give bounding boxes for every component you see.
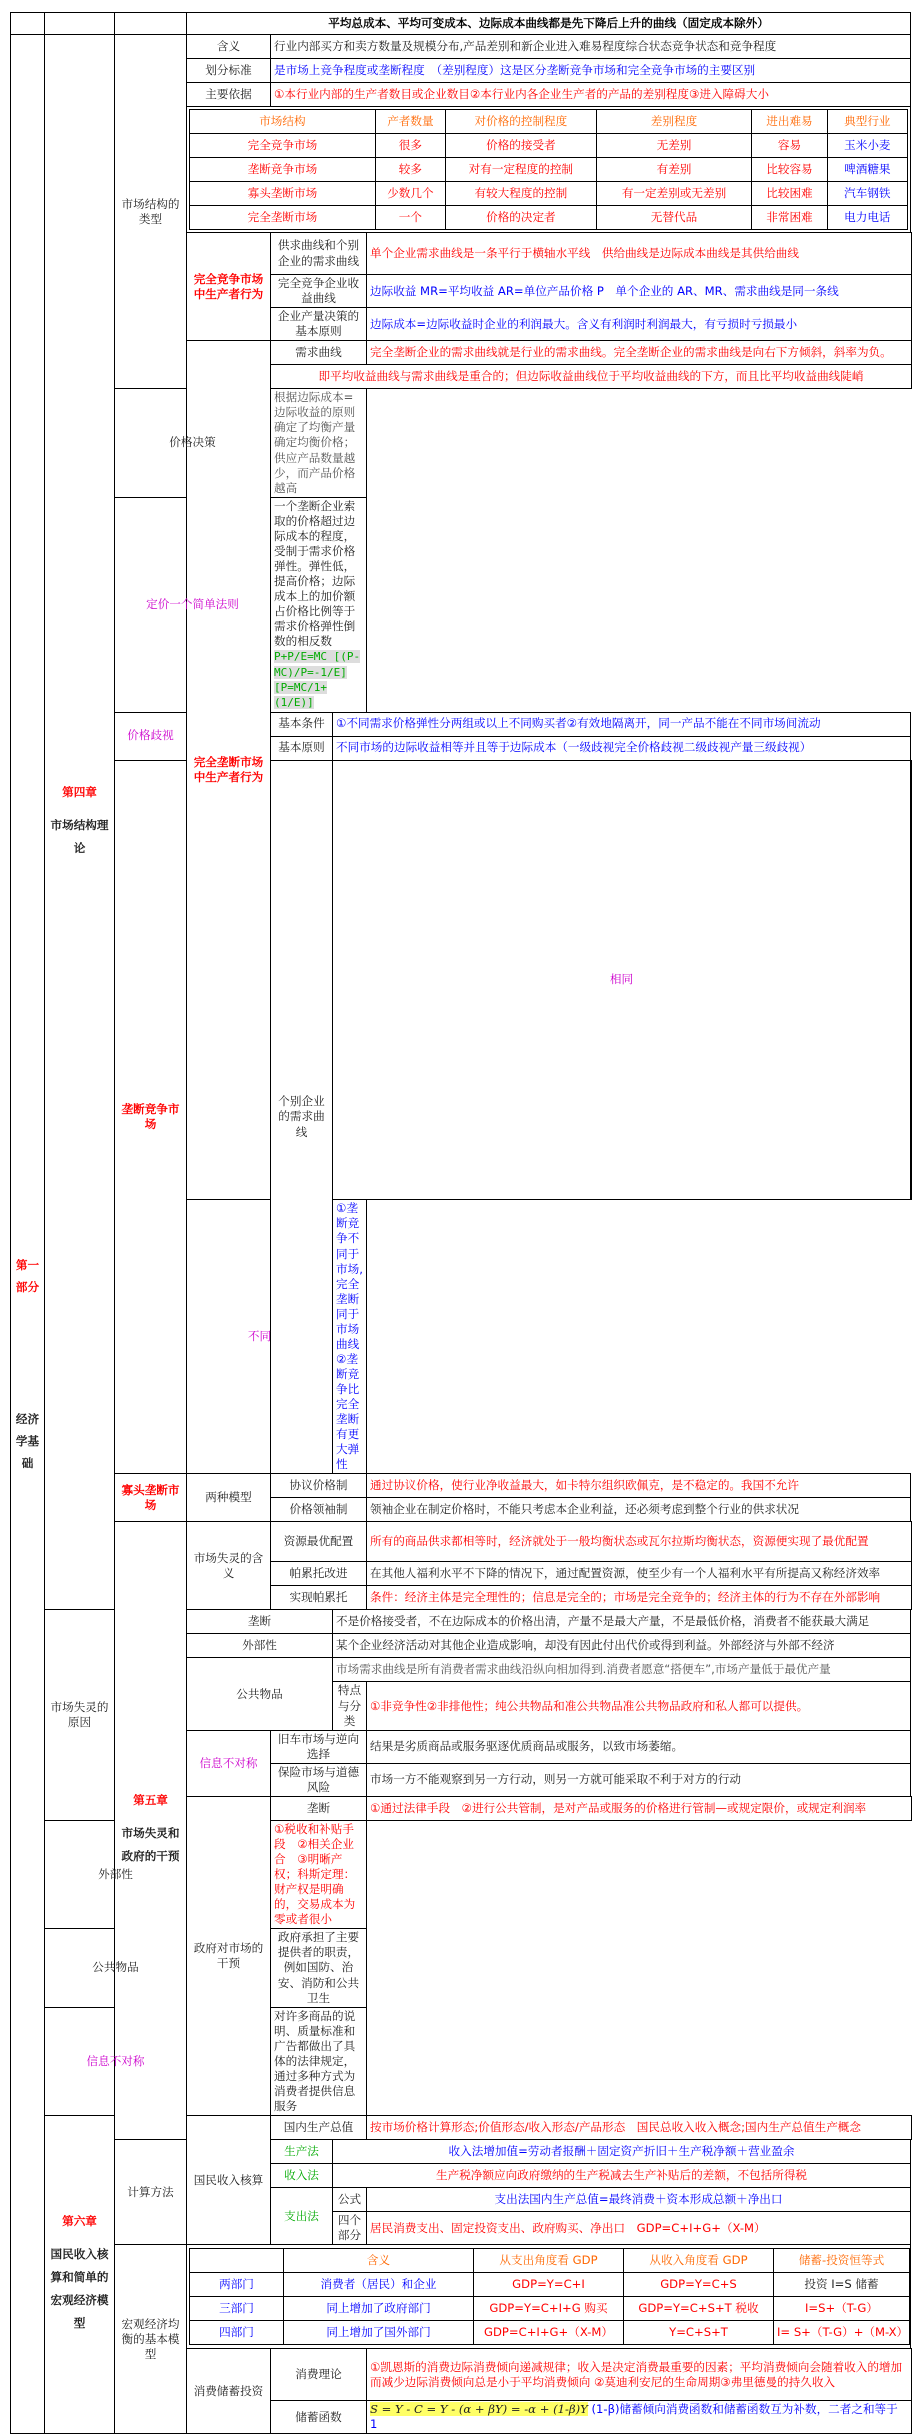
row-text: 不是价格接受者，不在边际成本的价格出清，产量不是最大产量，不是最低价格，消费者不能获最大满足 — [333, 1610, 911, 1634]
ms-cell: 寡头垄断市场 — [190, 182, 376, 206]
row-label: 价格领袖制 — [271, 1498, 367, 1522]
row-text-basis: ①本行业内部的生产者数目或企业数目②本行业内各企业生产者的产品的差别程度③进入障碍大小 — [271, 83, 911, 107]
row-label: 公式 — [333, 2188, 367, 2212]
ms-cell: 无差别 — [596, 134, 752, 158]
section-title: 宏观经济均衡的基本模型 — [115, 2245, 187, 2434]
eq-header: 含义 — [284, 2249, 474, 2273]
eq-cell: 同上增加了国外部门 — [284, 2321, 474, 2345]
row-label: 垄断 — [271, 1796, 367, 1820]
row-label: 基本条件 — [271, 712, 333, 736]
ms-header: 市场结构 — [190, 110, 376, 134]
summary-table — [10, 12, 912, 2434]
eq-cell: GDP=Y=C+I+G 购买 — [474, 2297, 624, 2321]
row-label: 实现帕累托 — [271, 1586, 367, 1610]
row-text: 对许多商品的说明、质量标准和广告都做出了具体的法律规定，通过多种方式为消费者提供信息服务 — [271, 2007, 367, 2115]
ms-cell: 有差别 — [596, 158, 752, 182]
ms-cell: 非常困难 — [752, 206, 827, 230]
row-text: 根据边际成本=边际收益的原则确定了均衡产量确定均衡价格；供应产品数量越少，而产品价格越高 — [271, 389, 367, 497]
row-label: 个别企业的需求曲线 — [271, 760, 333, 1474]
ms-cell: 垄断竞争市场 — [190, 158, 376, 182]
row-label: 价格决策 — [115, 389, 271, 497]
row-text-standard: 是市场上竞争程度或垄断程度 （差别程度）这是区分垄断竞争市场和完全竞争市场的主要区别 — [271, 59, 911, 83]
row-label: 特点与分类 — [333, 1682, 367, 1730]
row-label: 生产法 — [271, 2140, 333, 2164]
formula: P+P/E=MC [(P-MC)/P=-1/E] [P=MC/1+(1/E)] — [274, 650, 361, 710]
eq-header: 从支出角度看 GDP — [474, 2249, 624, 2273]
row-label: 垄断 — [187, 1610, 333, 1634]
row-label: 需求曲线 — [271, 341, 367, 365]
row-label: 定价一个简单法则 — [115, 497, 271, 712]
row-text: 即平均收益曲线与需求曲线是重合的；但边际收益曲线位于平均收益曲线的下方，而且比平均收益曲线陡峭 — [271, 365, 912, 389]
row-text-def: 行业内部买方和卖方数量及规模分布,产品差别和新企业进入难易程度综合状态竞争状态和竞争程度 — [271, 35, 911, 59]
section-title: 消费储蓄投资 — [187, 2349, 271, 2434]
row-label: 储蓄函数 — [271, 2401, 367, 2434]
saving-formula: S = Y - C = Y - (α + βY) = -α + (1-β)Y — [370, 2402, 588, 2417]
table-row — [190, 134, 908, 158]
row-label-def: 含义 — [187, 35, 271, 59]
eq-header: 从收入角度看 GDP — [624, 2249, 774, 2273]
row-text — [367, 2401, 912, 2434]
row-text: 边际收益 MR=平均收益 AR=单位产品价格 P 单个企业的 AR、MR、需求曲线是同一条线 — [367, 275, 912, 308]
row-label: 相同 — [333, 760, 911, 1200]
row-text: 生产税净额应向政府缴纳的生产税减去生产补贴后的差额，不包括所得税 — [333, 2164, 911, 2188]
ms-cell: 比较容易 — [752, 158, 827, 182]
row-label: 基本原则 — [271, 736, 333, 760]
market-structure-table — [189, 109, 908, 230]
part-label: 第一部分 — [15, 1258, 40, 1295]
eq-header-blank — [190, 2249, 284, 2273]
header-note: 平均总成本、平均可变成本、边际成本曲线都是先下降后上升的曲线（固定成本除外） — [187, 13, 911, 35]
document-sheet — [10, 12, 912, 2434]
part-subtitle: 经济学基础 — [15, 1412, 40, 1471]
ms-cell: 很多 — [375, 134, 445, 158]
ms-cell: 比较困难 — [752, 182, 827, 206]
part-one-cell — [11, 35, 45, 2434]
row-label: 资源最优配置 — [271, 1522, 367, 1562]
ms-cell: 有较大程度的控制 — [446, 182, 597, 206]
eq-cell: 三部门 — [190, 2297, 284, 2321]
ms-cell: 一个 — [375, 206, 445, 230]
row-text: 不同市场的边际收益相等并且等于边际成本（一级歧视完全价格歧视二级歧视产量三级歧视） — [333, 736, 911, 760]
row-label: 价格歧视 — [115, 712, 187, 760]
row-text: 在其他人福利水平不下降的情况下，通过配置资源，使至少有一个人福利水平有所提高又称经济效率 — [367, 1562, 912, 1586]
ms-cell: 汽车钢铁 — [827, 182, 907, 206]
section-title: 市场失灵的原因 — [45, 1610, 115, 1820]
section-title: 完全垄断市场中生产者行为 — [187, 341, 271, 1200]
equilibrium-table-cell — [187, 2245, 911, 2349]
row-text: 收入法增加值=劳动者报酬＋固定资产折旧＋生产税净额＋营业盈余 — [333, 2140, 911, 2164]
row-text: 所有的商品供求都相等时，经济就处于一般均衡状态或瓦尔拉斯均衡状态，资源便实现了最优配置 — [367, 1522, 912, 1562]
row-label: 消费理论 — [271, 2349, 367, 2401]
chapter-six-cell — [45, 2116, 115, 2434]
ms-cell: 无替代品 — [596, 206, 752, 230]
row-text: 单个企业需求曲线是一条平行于横轴水平线 供给曲线是边际成本曲线是其供给曲线 — [367, 233, 912, 275]
row-label: 收入法 — [271, 2164, 333, 2188]
table-row — [190, 206, 908, 230]
table-row — [190, 2273, 910, 2297]
ms-cell: 电力电话 — [827, 206, 907, 230]
chapter-title: 国民收入核算和简单的宏观经济模型 — [50, 2246, 109, 2331]
row-text: 一个垄断企业索取的价格超过边际成本的程度，受制于需求价格弹性。弹性低，提高价格；边际成本上的加价额占价格比例等于需求价格弹性倒数的相反数 P+P/E=MC [(P-MC)/P=-1/E] [P=MC/1+(1/E)] — [271, 497, 367, 712]
section-title: 国民收入核算 — [187, 2116, 271, 2245]
row-text: ①凯恩斯的消费边际消费倾向递减规律；收入是决定消费最重要的因素；平均消费倾向会随着收入的增加而减少边际消费倾向总是小于平均消费倾向 ②莫迪利安尼的生命周期③弗里德曼的持久收入 — [367, 2349, 912, 2401]
row-label: 两种模型 — [187, 1474, 271, 1522]
row-label: 保险市场与道德风险 — [271, 1763, 367, 1796]
section-title: 完全竞争市场中生产者行为 — [187, 233, 271, 341]
row-label: 国内生产总值 — [271, 2116, 367, 2140]
ms-cell: 较多 — [375, 158, 445, 182]
row-label: 计算方法 — [115, 2140, 187, 2245]
eq-cell: GDP=C+I+G+（X-M） — [474, 2321, 624, 2345]
chapter-label: 第五章 — [133, 1793, 168, 1808]
row-text: 居民消费支出、固定投资支出、政府购买、净出口 GDP=C+I+G+（X-M） — [367, 2212, 911, 2245]
row-text: 通过协议价格，使行业净收益最大，如卡特尔组织欧佩克，是不稳定的。我国不允许 — [367, 1474, 911, 1498]
row-text: ①不同需求价格弹性分两组或以上不同购买者②有效地隔离开，同一产品不能在不同市场间流动 — [333, 712, 911, 736]
section-title: 政府对市场的干预 — [187, 1796, 271, 2115]
chapter-label: 第六章 — [62, 2213, 97, 2228]
blank-cell — [45, 13, 115, 35]
eq-cell: 两部门 — [190, 2273, 284, 2297]
eq-cell: 消费者（居民）和企业 — [284, 2273, 474, 2297]
ms-cell: 完全垄断市场 — [190, 206, 376, 230]
row-label: 企业产量决策的基本原则 — [271, 308, 367, 341]
eq-cell: 四部门 — [190, 2321, 284, 2345]
row-label: 帕累托改进 — [271, 1562, 367, 1586]
row-label: 旧车市场与逆向选择 — [271, 1730, 367, 1763]
equilibrium-table — [189, 2248, 910, 2345]
chapter-title: 市场失灵和政府的干预 — [121, 1826, 180, 1864]
row-text: 某个企业经济活动对其他企业造成影响，却没有因此付出代价或得到利益。外部经济与外部不经济 — [333, 1634, 911, 1658]
blank-cell — [115, 13, 187, 35]
eq-cell: GDP=Y=C+I — [474, 2273, 624, 2297]
eq-cell: I=S+（T-G） — [774, 2297, 910, 2321]
section-title: 垄断竞争市场 — [115, 760, 187, 1474]
ms-cell: 对有一定程度的控制 — [446, 158, 597, 182]
row-label-standard: 划分标准 — [187, 59, 271, 83]
ms-cell: 价格的接受者 — [446, 134, 597, 158]
ms-header: 进出难易 — [752, 110, 827, 134]
ms-cell: 容易 — [752, 134, 827, 158]
row-label: 不同 — [187, 1200, 333, 1474]
row-text: 政府承担了主要提供者的职责，例如国防、治安、消防和公共卫生 — [271, 1929, 367, 2007]
chapter-label: 第四章 — [62, 784, 97, 799]
chapter-title: 市场结构理论 — [50, 817, 109, 855]
ms-header: 典型行业 — [827, 110, 907, 134]
eq-cell: 同上增加了政府部门 — [284, 2297, 474, 2321]
row-label: 信息不对称 — [45, 2007, 187, 2115]
row-text — [911, 760, 912, 1200]
eq-cell: GDP=Y=C+S+T 税收 — [624, 2297, 774, 2321]
ms-header: 对价格的控制程度 — [446, 110, 597, 134]
ms-cell: 啤酒糖果 — [827, 158, 907, 182]
row-label: 协议价格制 — [271, 1474, 367, 1498]
eq-cell: 投资 I=S 储蓄 — [774, 2273, 910, 2297]
row-text: ①非竞争性②非排他性；纯公共物品和准公共物品准公共物品政府和私人都可以提供。 — [367, 1682, 911, 1730]
row-text: 边际成本=边际收益时企业的利润最大。含义有利润时利润最大，有亏损时亏损最小 — [367, 308, 912, 341]
ms-cell: 少数几个 — [375, 182, 445, 206]
table-row — [190, 2321, 910, 2345]
row-text: ①垄断竞争不同于市场,完全垄断同于市场曲线 ②垄断竞争比完全垄断有更大弹性 — [333, 1200, 367, 1474]
table-row — [190, 158, 908, 182]
eq-header: 储蓄-投资恒等式 — [774, 2249, 910, 2273]
row-text: 支出法国内生产总值=最终消费＋资本形成总额＋净出口 — [367, 2188, 911, 2212]
ms-cell: 有一定差别或无差别 — [596, 182, 752, 206]
eq-cell: GDP=Y=C+S — [624, 2273, 774, 2297]
row-text: 市场一方不能观察到另一方行动，则另一方就可能采取不利于对方的行动 — [367, 1763, 911, 1796]
row-text: 完全垄断企业的需求曲线就是行业的需求曲线。完全垄断企业的需求曲线是向右下方倾斜，斜率为负。 — [367, 341, 912, 365]
chapter-four-cell — [45, 35, 115, 1610]
row-label: 外部性 — [45, 1820, 187, 1928]
row-text: 结果是劣质商品或服务驱逐优质商品或服务，以致市场萎缩。 — [367, 1730, 911, 1763]
row-label: 外部性 — [187, 1634, 333, 1658]
table-row — [190, 2297, 910, 2321]
row-label: 公共物品 — [45, 1929, 187, 2007]
eq-cell: Y=C+S+T — [624, 2321, 774, 2345]
row-text: ①税收和补贴手段 ②相关企业合 ③明晰产权；科斯定理：财产权是明确的，交易成本为零或者很小 — [271, 1820, 367, 1928]
ms-header: 产者数量 — [375, 110, 445, 134]
row-label: 完全竞争企业收益曲线 — [271, 275, 367, 308]
ms-cell: 玉米小麦 — [827, 134, 907, 158]
row-text: 领袖企业在制定价格时，不能只考虑本企业利益，还必须考虑到整个行业的供求状况 — [367, 1498, 911, 1522]
row-label: 公共物品 — [187, 1658, 333, 1730]
row-label: 供求曲线和个别企业的需求曲线 — [271, 233, 367, 275]
ms-cell: 完全竞争市场 — [190, 134, 376, 158]
row-text: 市场需求曲线是所有消费者需求曲线沿纵向相加得到.消费者愿意“搭便车”,市场产量低于最优产量 — [333, 1658, 911, 1682]
row-text: 按市场价格计算形态;价值形态/收入形态/产品形态 国民总收入收入概念;国内生产总值生产概念 — [367, 2116, 912, 2140]
row-label: 四个部分 — [333, 2212, 367, 2245]
market-structure-table-cell — [187, 107, 911, 233]
row-label-basis: 主要依据 — [187, 83, 271, 107]
table-row — [190, 182, 908, 206]
row-label: 支出法 — [271, 2188, 333, 2245]
ms-header: 差别程度 — [596, 110, 752, 134]
ms-cell: 价格的决定者 — [446, 206, 597, 230]
section-title: 寡头垄断市场 — [115, 1474, 187, 1522]
row-text: ①通过法律手段 ②进行公共管制，是对产品或服务的价格进行管制—或规定限价，或规定利润率 — [367, 1796, 912, 1820]
saving-note: (1-β)储蓄倾向消费函数和储蓄函数互为补数，二者之和等于 1 — [370, 2402, 898, 2432]
row-label: 信息不对称 — [187, 1730, 271, 1796]
row-text: 条件：经济主体是完全理性的；信息是完全的；市场是完全竞争的；经济主体的行为不存在外部影响 — [367, 1586, 912, 1610]
blank-cell — [11, 13, 45, 35]
section-title: 市场结构的类型 — [115, 35, 187, 389]
eq-cell: I= S+（T-G）+（M-X） — [774, 2321, 910, 2345]
section-title: 市场失灵的含义 — [187, 1522, 271, 1610]
